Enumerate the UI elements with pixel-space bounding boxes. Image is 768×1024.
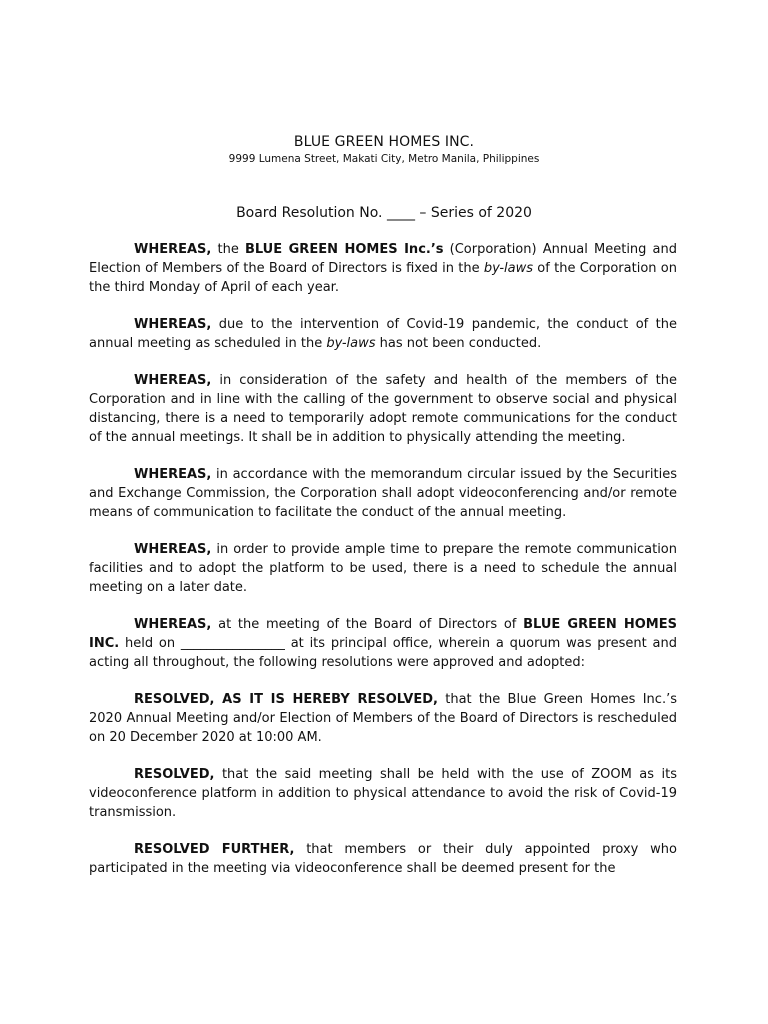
paragraph-lead: RESOLVED, bbox=[134, 767, 215, 782]
paragraph-text: that the Blue Green Homes Inc.’s 2020 Annual Meeting and/or Election of Members of the Board of Directors is rescheduled on 20 December 2020 at 10:00 AM. bbox=[89, 692, 677, 745]
paragraph-resolved-further bbox=[89, 840, 677, 878]
paragraph-text: in order to provide ample time to prepare the remote communication facilities and to adopt the platform to be used, there is a need to schedule the annual meeting on a later date. bbox=[89, 542, 677, 595]
bylaws-italic: by-laws bbox=[483, 261, 534, 276]
paragraph-whereas-5 bbox=[89, 540, 677, 597]
paragraph-text: in accordance with the memorandum circular issued by the Securities and Exchange Commission, the Corporation shall adopt videoconferencing and/or remote means of communication to facilitate the conduct of the annual meeting. bbox=[89, 467, 677, 520]
paragraph-lead: WHEREAS, bbox=[134, 617, 212, 632]
company-name-bold: BLUE GREEN HOMES Inc.’s bbox=[244, 242, 444, 257]
resolution-title: Board Resolution No. ____ – Series of 2020 bbox=[236, 205, 532, 221]
paragraph-lead: WHEREAS, bbox=[134, 317, 212, 332]
paragraph-text: has not been conducted. bbox=[375, 336, 542, 351]
paragraph-lead: WHEREAS, bbox=[134, 373, 212, 388]
paragraph-lead: WHEREAS, bbox=[134, 242, 212, 257]
paragraph-text: (Corporation) Annual Meeting and Election of Members of the Board of Directors is fixed in the bbox=[89, 242, 677, 276]
company-address: 9999 Lumena Street, Makati City, Metro Manila, Philippines bbox=[228, 153, 540, 165]
paragraph-text: that the said meeting shall be held with the use of ZOOM as its videoconference platform in addition to physical attendance to avoid the risk of Covid-19 transmission. bbox=[89, 767, 677, 820]
paragraph-resolved-2 bbox=[89, 765, 677, 822]
bylaws-italic: by-laws bbox=[326, 336, 376, 351]
paragraph-text: held on ________________ at its principal office, wherein a quorum was present and acting all throughout, the following resolutions were approved and adopted: bbox=[89, 636, 677, 670]
resolution-body bbox=[89, 240, 677, 896]
paragraph-text: at the meeting of the Board of Directors of bbox=[211, 617, 524, 632]
paragraph-text: of the Corporation on the third Monday of April of each year. bbox=[89, 261, 677, 295]
paragraph-lead: RESOLVED, AS IT IS HEREBY RESOLVED, bbox=[134, 692, 438, 707]
paragraph-lead: WHEREAS, bbox=[134, 467, 212, 482]
paragraph-whereas-2 bbox=[89, 315, 677, 353]
paragraph-whereas-1 bbox=[89, 240, 677, 297]
paragraph-resolved-1 bbox=[89, 690, 677, 747]
company-name: BLUE GREEN HOMES INC. bbox=[293, 134, 475, 150]
paragraph-whereas-4 bbox=[89, 465, 677, 522]
paragraph-text: due to the intervention of Covid-19 pandemic, the conduct of the annual meeting as scheduled in the bbox=[89, 317, 677, 351]
paragraph-whereas-6 bbox=[89, 615, 677, 672]
paragraph-lead: WHEREAS, bbox=[134, 542, 212, 557]
paragraph-text: the bbox=[211, 242, 245, 257]
company-name-bold: BLUE GREEN HOMES INC. bbox=[89, 617, 677, 651]
paragraph-whereas-3 bbox=[89, 371, 677, 447]
paragraph-text: that members or their duly appointed proxy who participated in the meeting via videoconference shall be deemed present for the bbox=[89, 842, 677, 876]
paragraph-text: in consideration of the safety and health of the members of the Corporation and in line with the calling of the government to observe social and physical distancing, there is a need to temporarily adopt remote communications for the conduct of the annual meetings. It shall be in addition to physically attending the meeting. bbox=[89, 373, 677, 445]
paragraph-lead: RESOLVED FURTHER, bbox=[134, 842, 295, 857]
